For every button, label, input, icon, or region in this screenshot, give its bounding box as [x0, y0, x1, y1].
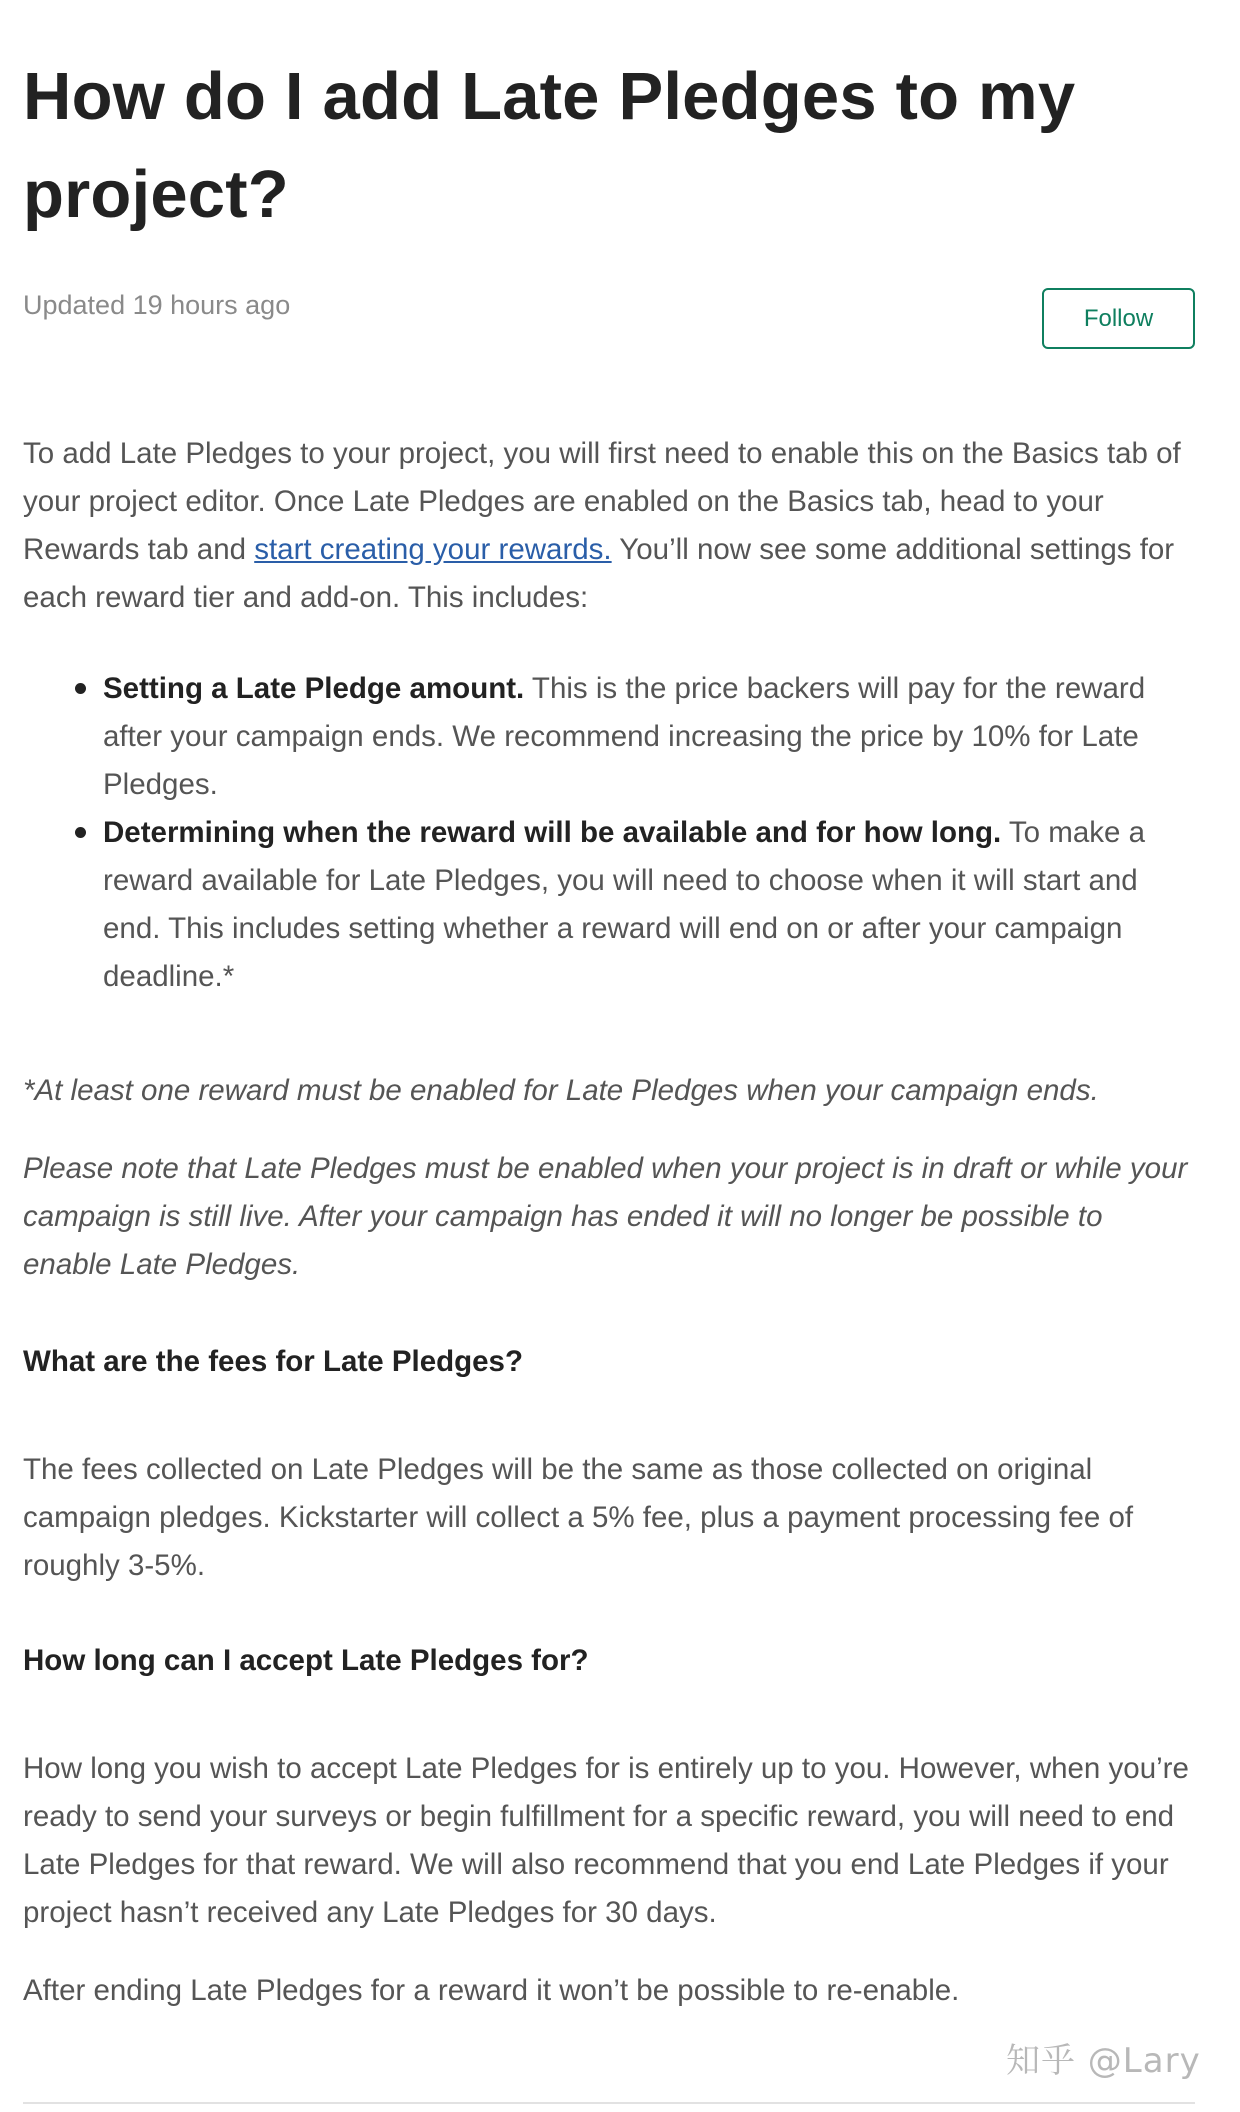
- list-item-text: To make a reward available for Late Pledges, you will need to choose when it will start and end. This includes setting whether a reward will end on or after your campaign deadline.*: [103, 816, 1146, 993]
- page-title: How do I add Late Pledges to my project?: [23, 59, 1076, 232]
- list-item: [23, 809, 1195, 1001]
- duration-paragraph: How long you wish to accept Late Pledges for is entirely up to you. However, when you’re ready to send your surveys or begin fulfillment for a specific reward, you will need to end Late Pledges for that reward. We will also recommend that you end Late Pledges if your project hasn’t received any Late Pledges for 30 days.: [23, 1751, 1189, 1929]
- fees-paragraph: The fees collected on Late Pledges will be the same as those collected on original campaign pledges. Kickstarter will collect a 5% fee, plus a payment processing fee of roughly 3-5%.: [23, 1452, 1134, 1582]
- duration-heading: How long can I accept Late Pledges for?: [23, 1644, 589, 1677]
- bullet-icon: [75, 827, 86, 838]
- follow-button[interactable]: Follow: [1042, 288, 1195, 349]
- start-creating-rewards-link[interactable]: start creating your rewards.: [254, 533, 612, 566]
- intro-paragraph: [23, 430, 1195, 622]
- draft-note: Please note that Late Pledges must be enabled when your project is in draft or while your campaign is still live. After your campaign has ended it will no longer be possible to enable Late Pledges.: [23, 1151, 1188, 1281]
- intro-text-before-link: To add Late Pledges to your project, you will first need to enable this on the Basics tab of your project editor. Once Late Pledges are enabled on the Basics tab, head to your Rewards tab and: [23, 437, 1181, 566]
- list-item-bold: Determining when the reward will be available and for how long.: [103, 816, 1002, 849]
- updated-timestamp: Updated 19 hours ago: [23, 290, 291, 320]
- list-item-text: This is the price backers will pay for the reward after your campaign ends. We recommend increasing the price by 10% for Late Pledges.: [103, 672, 1146, 801]
- intro-text-after-link: You’ll now see some additional settings for each reward tier and add-on. This includes:: [23, 533, 1175, 614]
- list-item-bold: Setting a Late Pledge amount.: [103, 672, 525, 705]
- divider: [23, 2102, 1195, 2104]
- footnote: *At least one reward must be enabled for Late Pledges when your campaign ends.: [23, 1073, 1099, 1107]
- bullet-icon: [75, 683, 86, 694]
- list-item: [23, 665, 1195, 809]
- watermark: 知乎 @Lary: [1006, 2041, 1201, 2081]
- fees-heading: What are the fees for Late Pledges?: [23, 1345, 523, 1378]
- settings-list: [23, 665, 1195, 1001]
- re-enable-note: After ending Late Pledges for a reward it won’t be possible to re-enable.: [23, 1973, 960, 2007]
